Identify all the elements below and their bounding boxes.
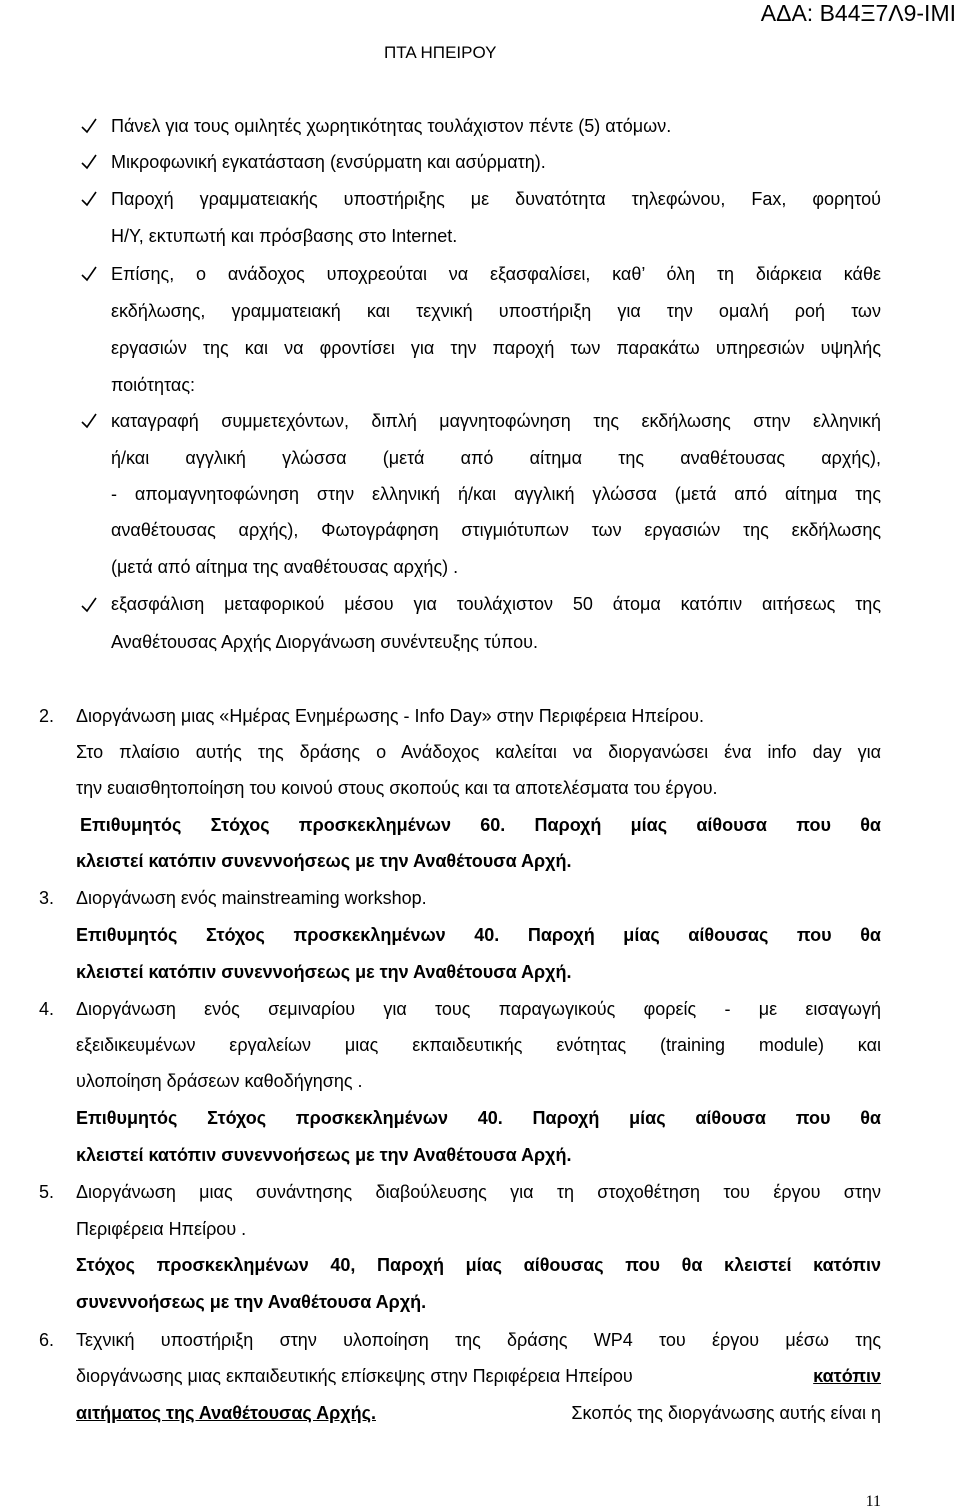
item-title: Διοργάνωση μιας συνάντησης διαβούλευσης για τη στοχοθέτηση του έργου στην — [76, 1182, 881, 1202]
checkmark-icon — [80, 412, 98, 436]
underlined-text: αιτήματος της Αναθέτουσας Αρχής. — [76, 1403, 376, 1423]
list-item: Μικροφωνική εγκατάσταση (ενσύρματη και ασύρματη). — [111, 152, 546, 172]
item-number: 6. — [39, 1330, 55, 1350]
list-item: Παροχή γραμματειακής υποστήριξης με δυνατότητα τηλεφώνου, Fax, φορητού — [111, 189, 881, 209]
checkmark-icon — [80, 265, 98, 289]
list-item: αναθέτουσας αρχής), Φωτογράφηση στιγμιότυπων των εργασιών της εκδήλωσης — [111, 520, 881, 540]
item-text: Στο πλαίσιο αυτής της δράσης ο Ανάδοχος καλείται να διοργανώσει ένα info day για — [76, 742, 881, 762]
item-target: Επιθυμητός Στόχος προσκεκλημένων 60. Παροχή μίας αίθουσα που θα — [80, 815, 881, 835]
item-title: Διοργάνωση ενός σεμιναρίου για τους παραγωγικούς φορείς - με εισαγωγή — [76, 999, 881, 1019]
item-target: Επιθυμητός Στόχος προσκεκλημένων 40. Παροχή μίας αίθουσα που θα — [76, 1108, 881, 1128]
checkmark-icon — [80, 190, 98, 214]
list-item: εργασιών της και να φροντίσει για την παροχή των παρακάτω υπηρεσιών υψηλής — [111, 338, 881, 358]
item-target: Στόχος προσκεκλημένων 40, Παροχή μίας αίθουσας που θα κλειστεί κατόπιν — [76, 1255, 881, 1275]
item-target: συνεννοήσεως με την Αναθέτουσα Αρχή. — [76, 1292, 427, 1312]
item-title: Τεχνική υποστήριξη στην υλοποίηση της δράσης WP4 του έργου μέσω της — [76, 1330, 881, 1350]
item-number: 2. — [39, 706, 55, 726]
item-text: υλοποίηση δράσεων καθοδήγησης . — [76, 1071, 363, 1091]
item-text: Περιφέρεια Ηπείρου . — [76, 1219, 247, 1239]
list-item: - απομαγνητοφώνηση στην ελληνική ή/και αγγλική γλώσσα (μετά από αίτημα της — [111, 484, 881, 504]
list-item: ή/και αγγλική γλώσσα (μετά από αίτημα της αναθέτουσας αρχής), — [111, 448, 881, 468]
item-text: διοργάνωσης μιας εκπαιδευτικής επίσκεψης στην Περιφέρεια Ηπείρου — [76, 1366, 633, 1386]
page-number: 11 — [865, 1493, 881, 1510]
item-target: κλειστεί κατόπιν συνεννοήσεως με την Αναθέτουσα Αρχή. — [76, 851, 572, 871]
list-item: εκδήλωσης, γραμματειακή και τεχνική υποστήριξη για την ομαλή ροή των — [111, 301, 881, 321]
item-text: Σκοπός της διοργάνωσης αυτής είναι η — [571, 1403, 881, 1423]
list-item: εξασφάλιση μεταφορικού μέσου για τουλάχιστον 50 άτομα κατόπιν αιτήσεως της — [111, 594, 881, 614]
item-target: κλειστεί κατόπιν συνεννοήσεως με την Αναθέτουσα Αρχή. — [76, 1145, 572, 1165]
item-text: εξειδικευμένων εργαλείων μιας εκπαιδευτικής ενότητας (training module) και — [76, 1035, 881, 1055]
item-title: Διοργάνωση ενός mainstreaming workshop. — [76, 888, 427, 908]
item-number: 3. — [39, 888, 55, 908]
checkmark-icon — [80, 153, 98, 177]
checkmark-icon — [80, 596, 98, 620]
item-title: Διοργάνωση μιας «Ημέρας Ενημέρωσης - Info Day» στην Περιφέρεια Ηπείρου. — [76, 706, 704, 726]
item-target: Επιθυμητός Στόχος προσκεκλημένων 40. Παροχή μίας αίθουσας που θα — [76, 925, 881, 945]
list-item: Η/Υ, εκτυπωτή και πρόσβασης στο Internet. — [111, 226, 458, 246]
list-item: Επίσης, ο ανάδοχος υποχρεούται να εξασφαλίσει, καθ’ όλη τη διάρκεια κάθε — [111, 264, 881, 284]
page-header: ΠΤΑ ΗΠΕΙΡΟΥ — [384, 43, 497, 62]
ada-code: ΑΔΑ: Β44Ξ7Λ9-ΙΜΙ — [760, 0, 956, 26]
list-item: καταγραφή συμμετεχόντων, διπλή μαγνητοφώνηση της εκδήλωσης στην ελληνική — [111, 411, 881, 431]
checkmark-icon — [80, 117, 98, 141]
item-text: την ευαισθητοποίηση του κοινού στους σκοπούς και τα αποτελέσματα του έργου. — [76, 778, 718, 798]
item-target: κλειστεί κατόπιν συνεννοήσεως με την Αναθέτουσα Αρχή. — [76, 962, 572, 982]
list-item: ποιότητας: — [111, 375, 195, 395]
list-item: (μετά από αίτημα της αναθέτουσας αρχής) . — [111, 557, 459, 577]
item-number: 4. — [39, 999, 55, 1019]
list-item: Πάνελ για τους ομιλητές χωρητικότητας τουλάχιστον πέντε (5) ατόμων. — [111, 116, 672, 136]
item-number: 5. — [39, 1182, 55, 1202]
list-item: Αναθέτουσας Αρχής Διοργάνωση συνέντευξης τύπου. — [111, 632, 538, 652]
underlined-text: κατόπιν — [813, 1366, 881, 1386]
